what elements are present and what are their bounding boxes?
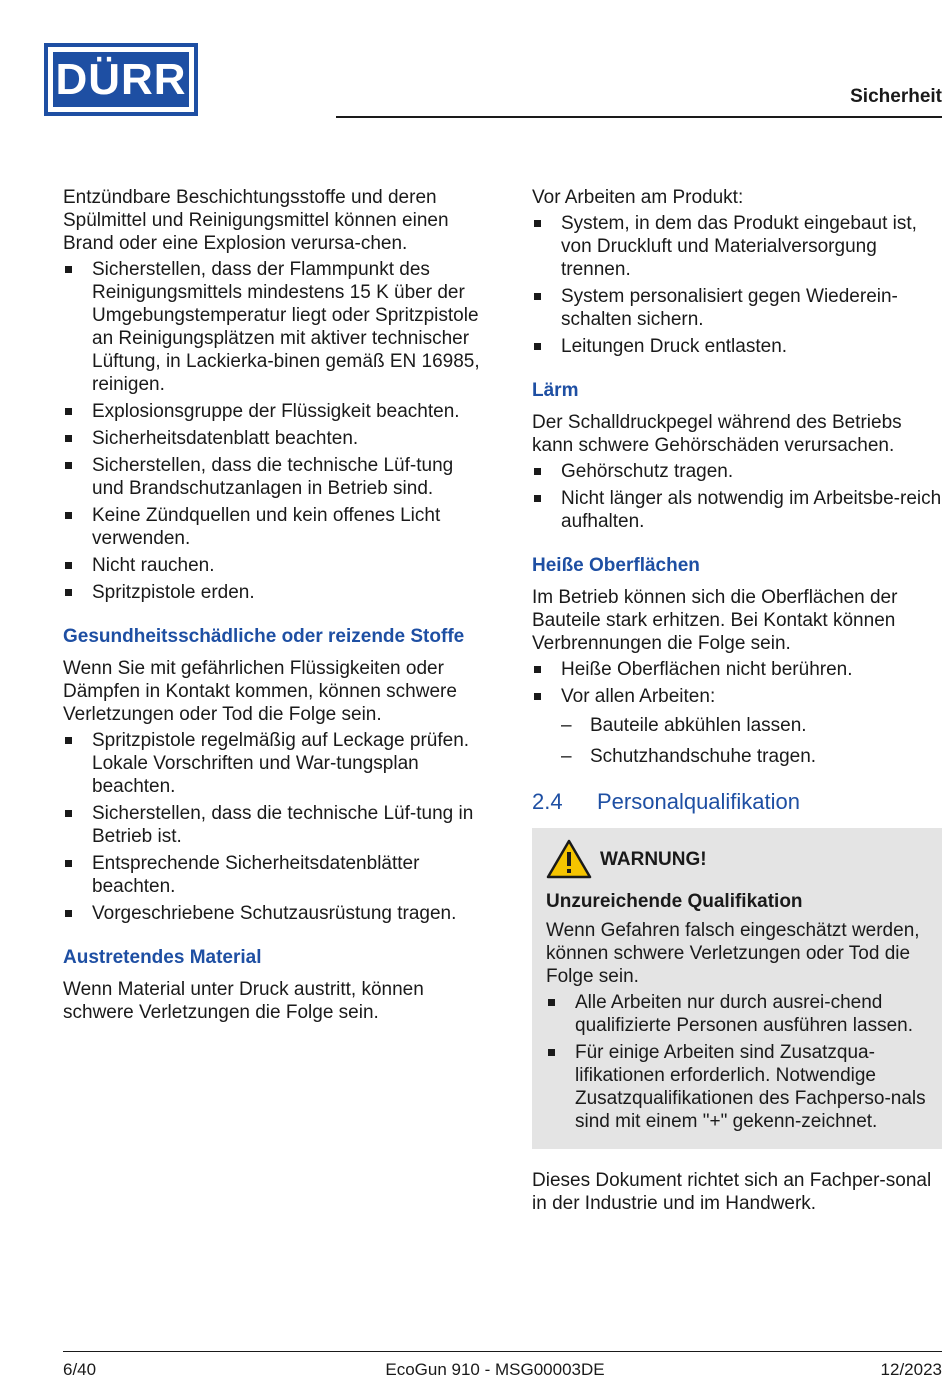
warning-triangle-icon bbox=[546, 839, 592, 879]
health-list bbox=[63, 729, 483, 925]
list-item: Sicherstellen, dass der Flammpunkt des Reinigungsmittels mindestens 15 K über der Umgebungstemperatur liegt oder Spritzpistole an Reinigungsplätzen mit aktiver technischer Lüftung, in Lackierka-binen gemäß EN 16985, reinigen. bbox=[63, 258, 483, 396]
list-item: Entsprechende Sicherheitsdatenblätter beachten. bbox=[63, 852, 483, 898]
section-title: Personalqualifikation bbox=[597, 789, 801, 814]
list-item: Alle Arbeiten nur durch ausrei-chend qualifizierte Personen ausführen lassen. bbox=[546, 991, 932, 1037]
list-item: Explosionsgruppe der Flüssigkeit beachten. bbox=[63, 400, 483, 423]
flammable-list bbox=[63, 258, 483, 604]
hot-surfaces-text: Im Betrieb können sich die Oberflächen der Bauteile stark erhitzen. Bei Kontakt können Verbrennungen die Folge sein. bbox=[532, 587, 898, 654]
material-text: Wenn Material unter Druck austritt, können schwere Verletzungen die Folge sein. bbox=[63, 979, 424, 1023]
list-item: Nicht rauchen. bbox=[63, 554, 483, 577]
dash-list bbox=[561, 714, 942, 768]
warning-subtitle: Unzureichende Qualifikation bbox=[546, 891, 803, 912]
health-heading: Gesundheitsschädliche oder reizende Stoffe bbox=[63, 626, 465, 647]
list-item: Spritzpistole regelmäßig auf Leckage prüfen. Lokale Vorschriften und War-tungsplan beachten. bbox=[63, 729, 483, 798]
list-item: Sicherstellen, dass die technische Lüf-tung in Betrieb ist. bbox=[63, 802, 483, 848]
list-item: Spritzpistole erden. bbox=[63, 581, 483, 604]
list-item: Nicht länger als notwendig im Arbeitsbe-reich aufhalten. bbox=[532, 487, 942, 533]
list-item: Gehörschutz tragen. bbox=[532, 460, 942, 483]
list-item: Sicherstellen, dass die technische Lüf-tung und Brandschutzanlagen in Betrieb sind. bbox=[63, 454, 483, 500]
noise-list bbox=[532, 460, 942, 533]
material-heading: Austretendes Material bbox=[63, 947, 262, 968]
duerr-logo bbox=[44, 43, 198, 116]
page-number: 6/40 bbox=[63, 1360, 97, 1379]
noise-text: Der Schalldruckpegel während des Betriebs kann schwere Gehörschäden verursachen. bbox=[532, 412, 902, 456]
list-item: Heiße Oberflächen nicht berühren. bbox=[532, 658, 942, 681]
dash-item: – Bauteile abkühlen lassen. bbox=[561, 714, 942, 737]
work-intro: Vor Arbeiten am Produkt: bbox=[532, 187, 744, 208]
document-id: EcoGun 910 - MSG00003DE bbox=[385, 1360, 605, 1379]
list-item bbox=[532, 685, 942, 768]
warning-list bbox=[546, 991, 932, 1133]
list-item: Keine Zündquellen und kein offenes Licht verwenden. bbox=[63, 504, 483, 550]
warning-title: WARNUNG! bbox=[600, 848, 707, 870]
audience-text: Dieses Dokument richtet sich an Fachper-sonal in der Industrie und im Handwerk. bbox=[532, 1170, 932, 1214]
list-item: Für einige Arbeiten sind Zusatzqua-lifikationen erforderlich. Notwendige Zusatzqualifikationen des Fachperso-nals sind mit einem "+" gekenn-zeichnet. bbox=[546, 1041, 932, 1133]
noise-heading: Lärm bbox=[532, 380, 579, 401]
list-item: System, in dem das Produkt eingebaut ist, von Druckluft und Materialversorgung trennen. bbox=[532, 212, 942, 281]
section-header: Sicherheit bbox=[850, 86, 942, 107]
footer-divider bbox=[63, 1351, 942, 1352]
warning-box bbox=[532, 828, 942, 1149]
hot-surfaces-heading: Heiße Oberflächen bbox=[532, 555, 700, 576]
list-item: System personalisiert gegen Wiederein-schalten sichern. bbox=[532, 285, 942, 331]
warning-text: Wenn Gefahren falsch eingeschätzt werden, können schwere Verletzungen oder Tod die Folge sein. bbox=[546, 920, 920, 987]
left-column bbox=[63, 186, 483, 1027]
hot-surfaces-list bbox=[532, 658, 942, 768]
list-item: Sicherheitsdatenblatt beachten. bbox=[63, 427, 483, 450]
flammable-intro: Entzündbare Beschichtungsstoffe und deren Spülmittel und Reinigungsmittel können einen Brand oder eine Explosion verursa-chen. bbox=[63, 187, 449, 254]
work-list bbox=[532, 212, 942, 358]
dash-item: – Schutzhandschuhe tragen. bbox=[561, 745, 942, 768]
section-heading bbox=[532, 788, 942, 816]
health-text: Wenn Sie mit gefährlichen Flüssigkeiten oder Dämpfen in Kontakt kommen, können schwere Verletzungen oder Tod die Folge sein. bbox=[63, 658, 457, 725]
list-item-text: Vor allen Arbeiten: bbox=[561, 686, 716, 707]
right-column bbox=[532, 186, 942, 1218]
warning-header bbox=[546, 836, 932, 882]
header-divider bbox=[336, 116, 942, 118]
list-item: Vorgeschriebene Schutzausrüstung tragen. bbox=[63, 902, 483, 925]
section-number: 2.4 bbox=[532, 789, 563, 814]
document-date: 12/2023 bbox=[880, 1360, 942, 1379]
logo-text: DÜRR bbox=[53, 52, 189, 107]
list-item: Leitungen Druck entlasten. bbox=[532, 335, 942, 358]
